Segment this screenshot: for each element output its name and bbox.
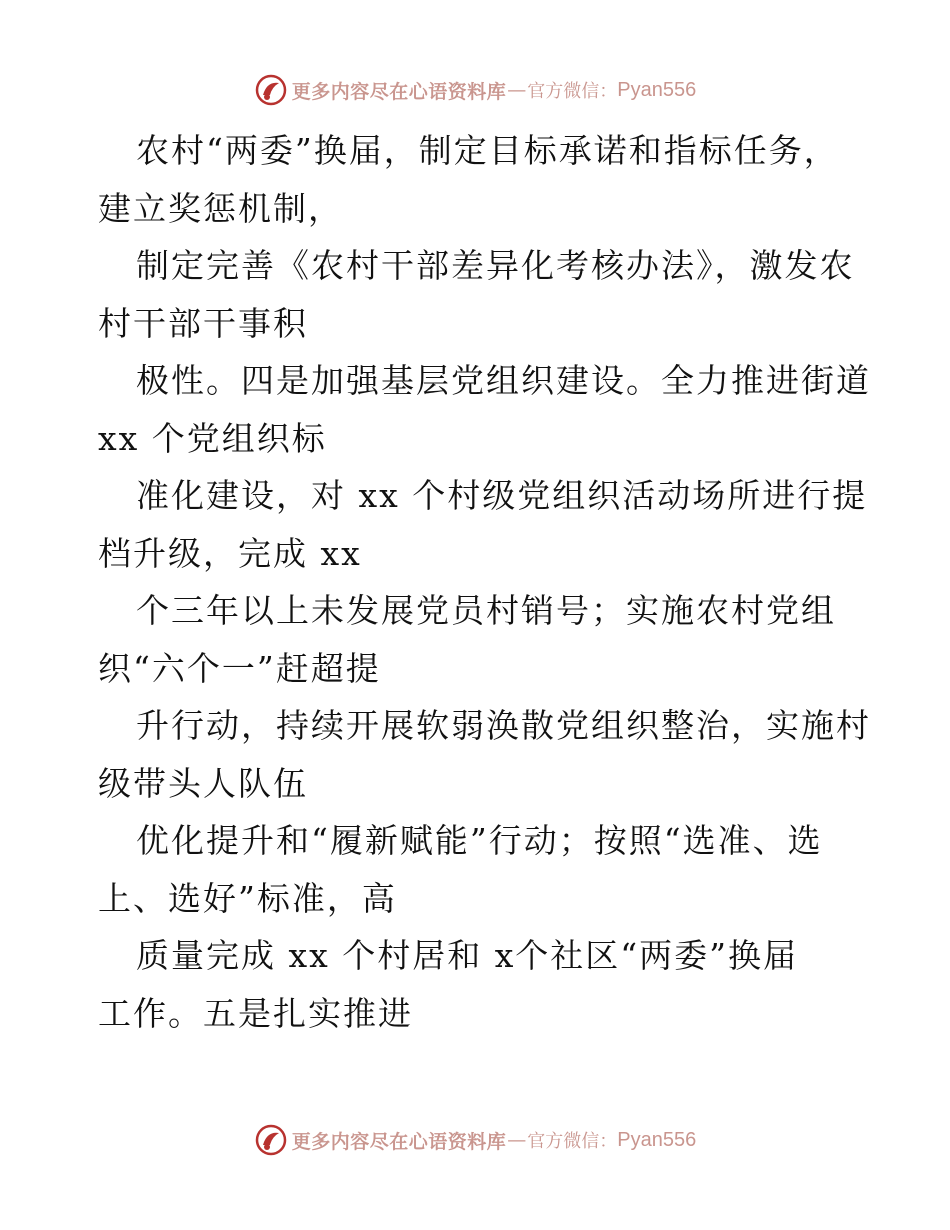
banner-dash: — [507,79,527,101]
text-line: 织“六个一”赶超提 [98,648,381,688]
logo-icon [254,73,288,107]
document-body [98,122,871,1042]
banner-wechat-id: Pyan556 [617,1128,697,1151]
text-line: 优化提升和“履新赋能”行动；按照“选准、选 [136,821,823,860]
text-line: 质量完成 xx 个村居和 x个社区“两委”换届 [136,936,799,975]
text-line: 极性。四是加强基层党组织建设。全力推进街道 [136,361,871,400]
text-line: 村干部干事积 [98,303,308,343]
footer-banner [0,1120,950,1160]
text-line: 上、选好”标准，高 [98,878,397,918]
banner-wechat-label: 官方微信： [527,81,618,102]
banner-text: 更多内容尽在心语资料库 [291,1130,507,1153]
text-line: 档升级，完成 xx [98,533,362,573]
text-line: 农村“两委”换届，制定目标承诺和指标任务， [136,131,839,170]
text-line: 级带头人队伍 [98,763,308,803]
header-banner [0,70,950,110]
text-line: 建立奖惩机制， [98,188,343,228]
text-line: 制定完善《农村干部差异化考核办法》，激发农 [136,246,855,285]
text-line: xx 个党组织标 [98,418,327,458]
logo-icon [254,1123,288,1157]
banner-wechat-label: 官方微信： [527,1131,618,1152]
text-line: 准化建设，对 xx 个村级党组织活动场所进行提 [136,476,868,515]
text-line: 个三年以上未发展党员村销号；实施农村党组 [136,591,836,630]
banner-wechat-id: Pyan556 [617,78,697,101]
text-line: 升行动，持续开展软弱涣散党组织整治，实施村 [136,706,871,745]
banner-dash: — [507,1129,527,1151]
text-line: 工作。五是扎实推进 [98,993,413,1033]
banner-text: 更多内容尽在心语资料库 [291,80,507,103]
